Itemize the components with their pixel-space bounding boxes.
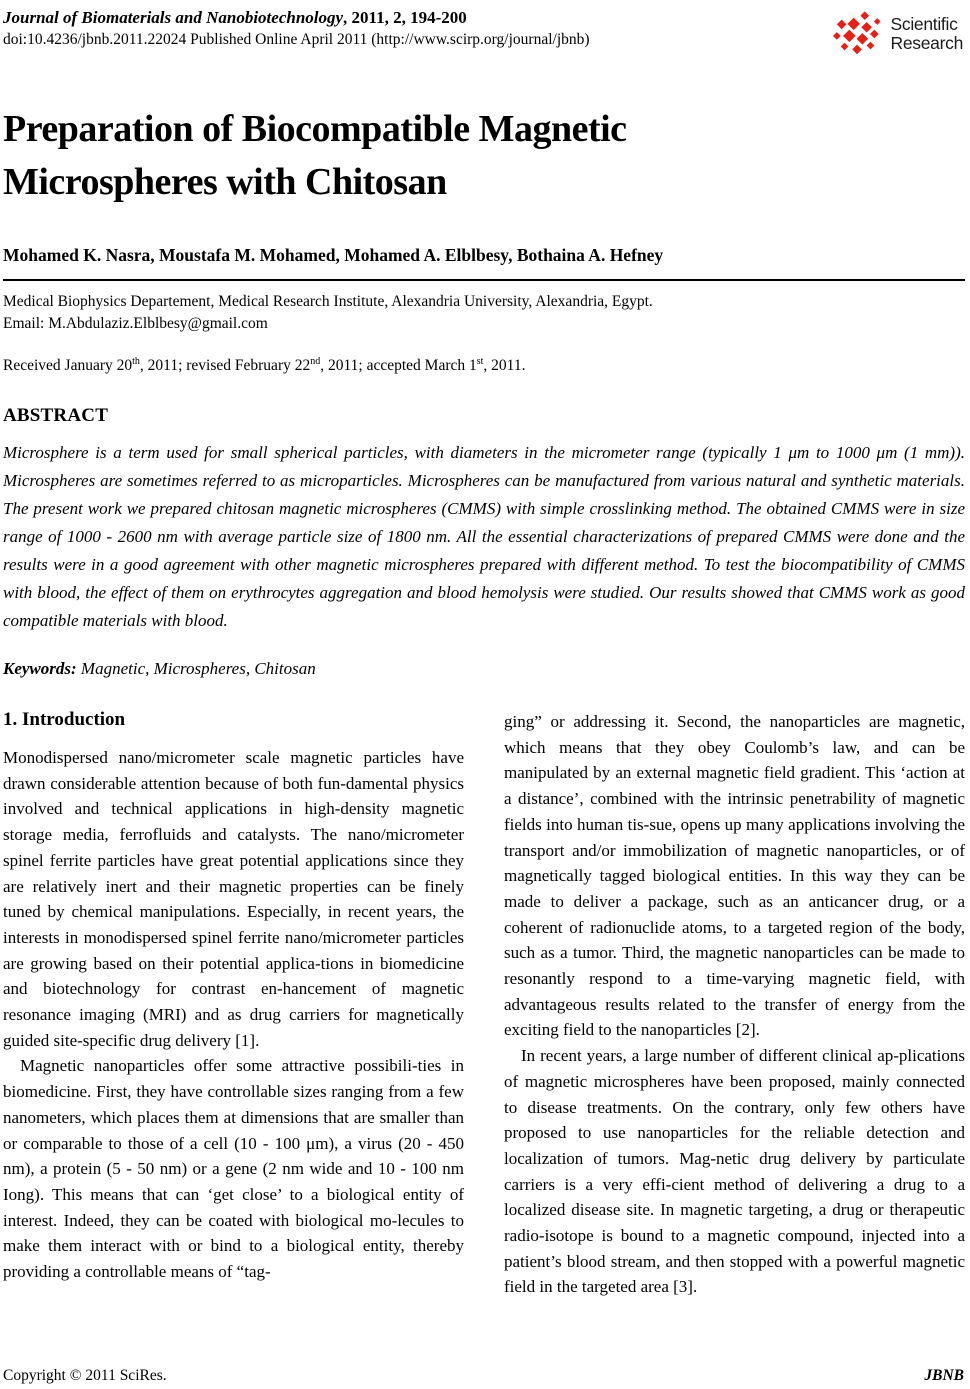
abstract-heading: ABSTRACT [3,405,109,426]
affiliation-block [3,291,965,335]
affiliation-line: Medical Biophysics Departement, Medical Research Institute, Alexandria University, Alexandria, Egypt. [3,293,653,310]
logo-word-scientific: Scientific [890,14,958,34]
email-line: Email: M.Abdulaziz.Elblbesy@gmail.com [3,315,268,332]
received-superscript: st [476,355,484,367]
divider-rule [3,279,965,281]
journal-title-line [3,8,590,28]
journal-title: Journal of Biomaterials and Nanobiotechnology [3,8,344,27]
keywords-line [3,659,965,679]
received-part: , 2011; accepted March 1 [320,357,477,374]
page-footer [3,1367,964,1385]
received-part: , 2011. [483,357,526,374]
received-line [3,357,965,375]
abstract-text: Microsphere is a term used for small spherical particles, with diameters in the micrometer range (typically 1 μm to 1000 μm (1 mm)). Microspheres are sometimes referred to as microparticles. Microspheres can be manufactured from various natural and synthetic materials. The present work we prepared chitosan magnetic microspheres (CMMS) with simple crosslinking method. The obtained CMMS were in size range of 1000 - 2600 nm with average particle size of 1800 nm. All the essential characterizations of prepared CMMS were done and the results were in a good agreement with other magnetic microspheres prepared with different method. To test the biocompatibility of CMMS with blood, the effect of them on erythrocytes aggregation and blood hemolysis were studied. Our results showed that CMMS work as good compatible materials with blood. [3,443,965,630]
page-title: Preparation of Biocompatible Magnetic Microspheres with Chitosan [3,108,627,203]
copyright-text: Copyright © 2011 SciRes. [3,1367,167,1384]
body-columns [3,709,965,1300]
intro-paragraph: Magnetic nanoparticles offer some attractive possibili-ties in biomedicine. First, they have controllable sizes ranging from a few nanometers, which places them at dimensions that are smaller than or comparable to those of a cell (10 - 100 μm), a virus (20 - 450 nm), a protein (5 - 50 nm) or a gene (2 nm wide and 10 - 100 nm Iong). This means that can ‘get close’ to a biological entity of interest. Indeed, they can be coated with biological mo-lecules to make them interact with or bind to a biological entity, thereby providing a controllable means of “tag- [3,1056,464,1282]
introduction-heading: 1. Introduction [3,709,126,730]
keywords-label: Keywords: [3,659,77,678]
journal-header [3,8,965,59]
authors-line: Mohamed K. Nasra, Moustafa M. Mohamed, Mohamed A. Elblbesy, Bothaina A. Hefney [3,245,664,265]
received-superscript: th [132,355,140,367]
journal-abbrev: JBNB [924,1367,964,1384]
keywords-values: Magnetic, Microspheres, Chitosan [76,659,316,678]
journal-issue-meta: , 2011, 2, 194-200 [343,8,467,27]
left-column [3,709,464,1300]
logo-word-research: Research [890,33,963,53]
logo-wordmark [891,15,964,53]
received-part: Received January 20 [3,357,133,374]
received-superscript: nd [310,355,321,367]
right-column [504,709,965,1300]
intro-paragraph: ging” or addressing it. Second, the nanoparticles are magnetic, which means that they obey Coulomb’s law, and can be manipulated by an external magnetic field gradient. This ‘action at a distance’, combined with the intrinsic penetrability of magnetic fields into human tis-sue, opens up many applications involving the transport and/or immobilization of magnetic nanoparticles, or of magnetically tagged biological entities. In this way they can be made to deliver a package, such as an anticancer drug, or a coherent of radionuclide atoms, to a targeted region of the body, such as a tumor. Third, the magnetic nanoparticles can be made to resonantly respond to a time-varying magnetic field, with advantageous results related to the transfer of energy from the exciting field to the nanoparticles [2]. [504,712,965,1040]
doi-line: doi:10.4236/jbnb.2011.22024 Published Online April 2011 (http://www.scirp.org/journal/jbnb) [3,31,590,48]
intro-paragraph: Monodispersed nano/micrometer scale magnetic particles have drawn considerable attention because of both fun-damental physics involved and technical applications in high-density magnetic storage media, ferrofluids and catalysts. The nano/micrometer spinel ferrite particles have great potential applications since they are relatively inert and their magnetic properties can be finely tuned by chemical manipulations. Especially, in recent years, the interests in monodispersed spinel ferrite nano/micrometer particles are growing based on their potential applica-tions in biomedicine and biotechnology for contrast en-hancement of magnetic resonance imaging (MRI) and as drug carriers for magnetically guided site-specific drug delivery [1]. [3,748,464,1050]
intro-paragraph: In recent years, a large number of different clinical ap-plications of magnetic microspheres have been proposed, mainly connected to disease treatments. On the contrary, only few others have proposed to use nanoparticles for the reliable detection and localization of tumors. Mag-netic drug delivery by particulate carriers is a very effi-cient method of delivering a drug to a localized disease site. In magnetic targeting, a drug or therapeutic radio-isotope is bound to a magnetic compound, injected into a patient’s blood stream, and then stopped with a powerful magnetic field in the targeted area [3]. [504,1046,965,1297]
scientific-research-logo-icon [829,9,887,59]
journal-header-text [3,8,590,49]
received-part: , 2011; revised February 22 [139,357,311,374]
scientific-research-logo [829,9,964,59]
